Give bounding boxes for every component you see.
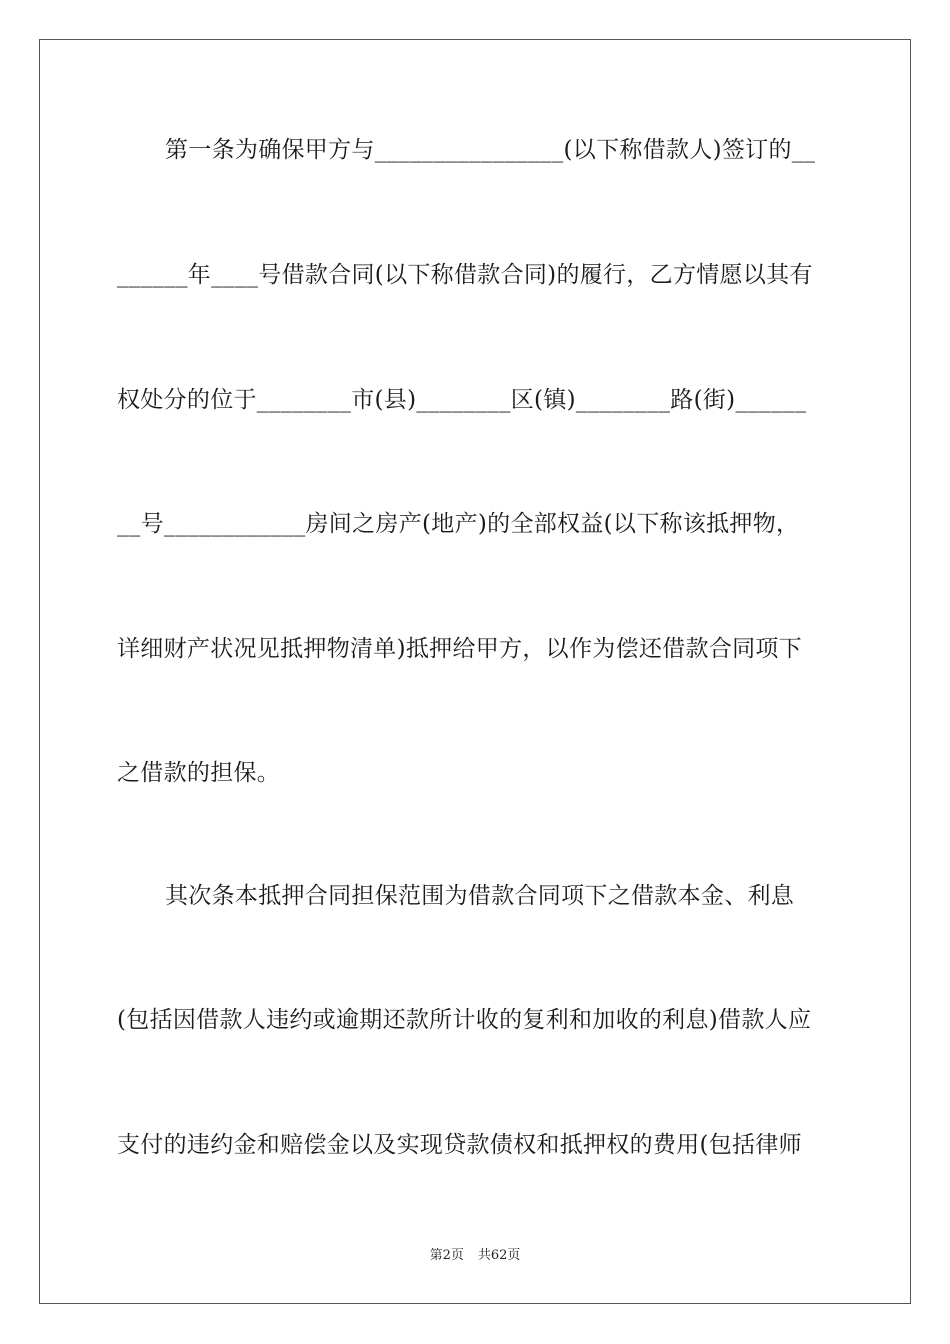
paragraph-1-line-1: 第一条为确保甲方与________________(以下称借款人)签订的__ [165, 137, 816, 163]
paragraph-1-line-2: ______年____号借款合同(以下称借款合同)的履行，乙方情愿以其有 [117, 262, 813, 288]
page-border [39, 39, 911, 1304]
paragraph-2-line-1: 其次条本抵押合同担保范围为借款合同项下之借款本金、利息 [165, 883, 795, 909]
page-footer [0, 1246, 950, 1266]
page-number: 第2页 [429, 1248, 464, 1263]
paragraph-1-line-6: 之借款的担保。 [117, 760, 281, 786]
paragraph-1-line-4: __号____________房间之房产(地产)的全部权益(以下称该抵押物， [117, 511, 800, 537]
paragraph-2-line-3: 支付的违约金和赔偿金以及实现贷款债权和抵押权的费用(包括律师 [117, 1132, 802, 1158]
paragraph-2-line-2: (包括因借款人违约或逾期还款所计收的复利和加收的利息)借款人应 [117, 1007, 812, 1033]
paragraph-1-line-3: 权处分的位于________市(县)________区(镇)________路(街)______ [117, 387, 807, 413]
paragraph-1-line-5: 详细财产状况见抵押物清单)抵押给甲方，以作为偿还借款合同项下 [117, 636, 802, 662]
page-total: 共62页 [477, 1248, 521, 1263]
